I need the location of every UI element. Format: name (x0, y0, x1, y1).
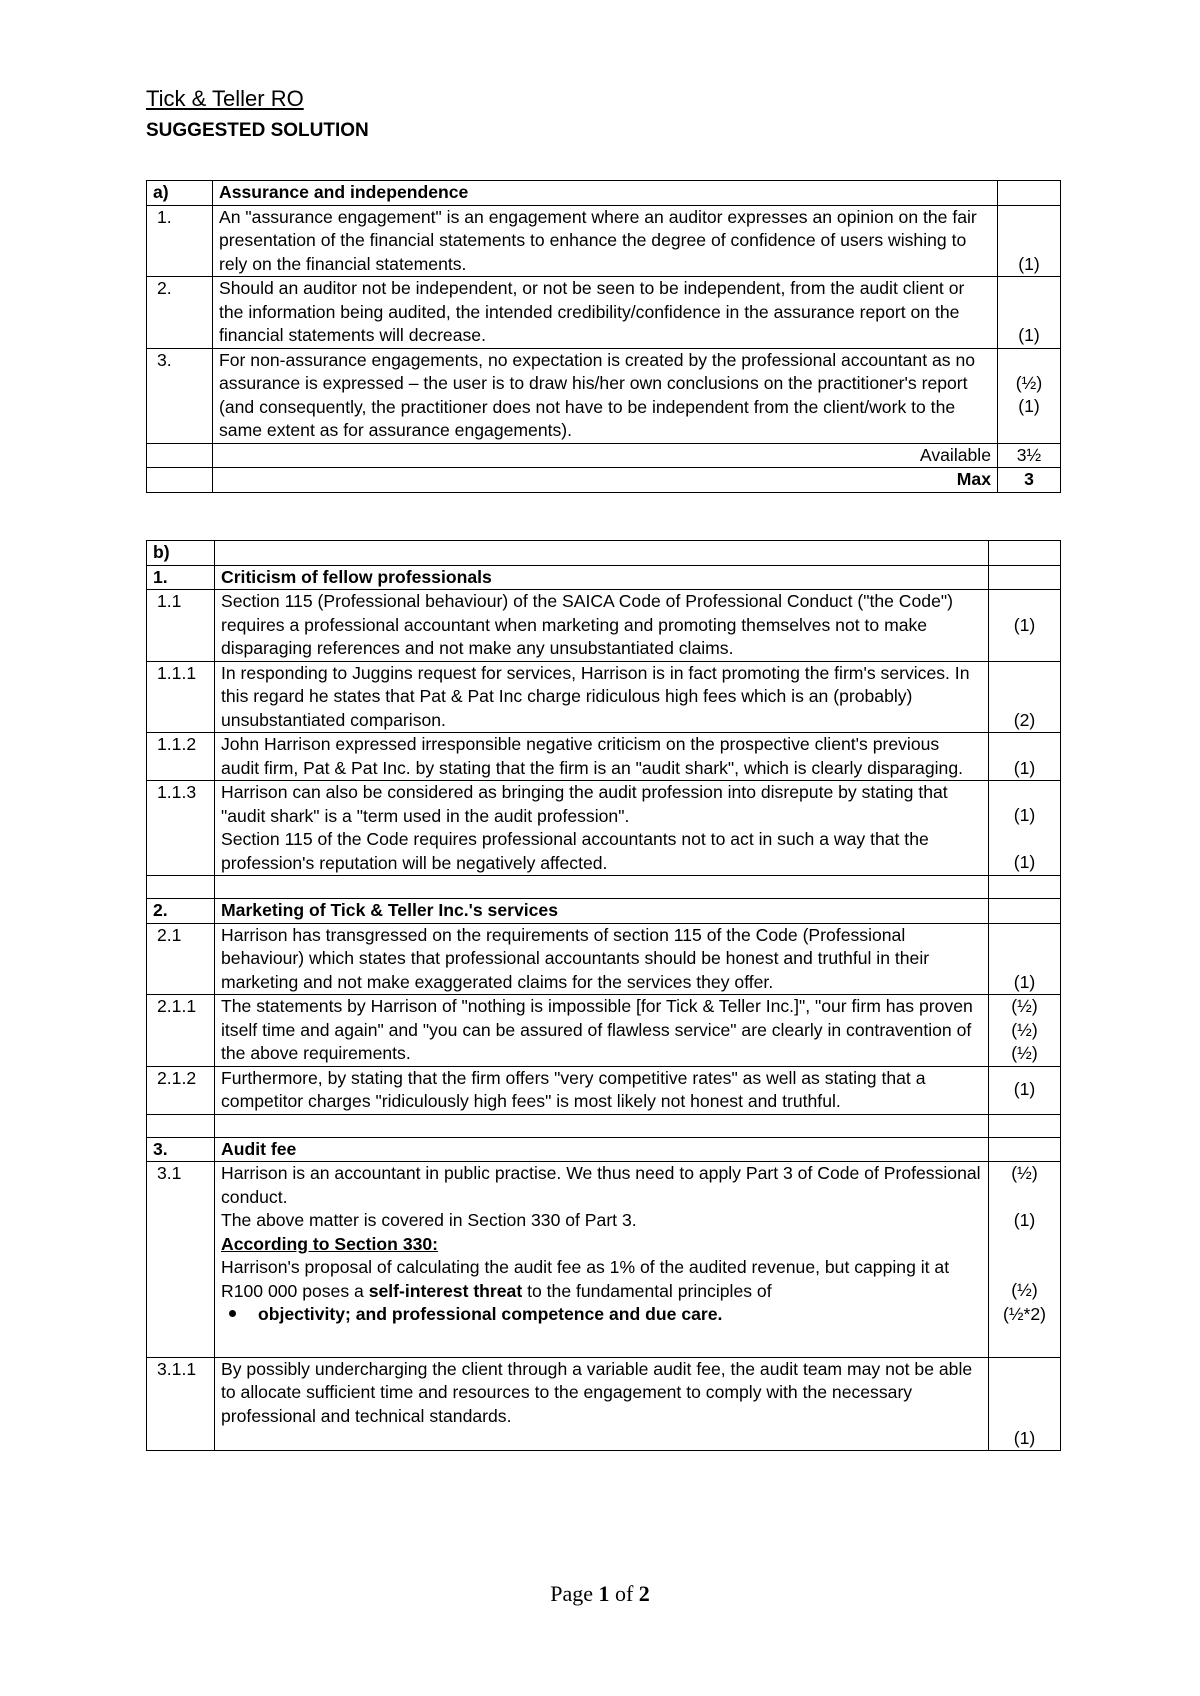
row-text: The statements by Harrison of "nothing is impossible [for Tick & Teller Inc.]", "our firm has proven itself time and again" and "you can be assured of flawless service" are clearly in contravention of the above requirements. (215, 995, 989, 1067)
row-mark-cell (989, 781, 1061, 876)
table-row (147, 590, 1061, 662)
page-footer (0, 1581, 1200, 1607)
section-b-label: b) (147, 541, 215, 566)
row-mark: (1) (989, 1066, 1061, 1114)
row-number: 1.1.1 (147, 661, 215, 733)
table-row (147, 661, 1061, 733)
row-mark: (1) (1018, 396, 1040, 416)
table-row (147, 443, 1061, 468)
table-row (147, 541, 1061, 566)
table-row (147, 565, 1061, 590)
row-text: Harrison has transgressed on the requirements of section 115 of the Code (Professional behaviour) which states that professional accountants should be honest and truthful in their marketing and not make exaggerated claims for the services they offer. (215, 923, 989, 995)
row-number: 1.1 (147, 590, 215, 662)
part-number: 1. (147, 565, 215, 590)
row-text: By possibly undercharging the client through a variable audit fee, the audit team may not be able to allocate sufficient time and resources to the engagement to comply with the necessary professional and technical standards. (215, 1357, 989, 1451)
row-mark: (½) (1011, 996, 1038, 1016)
table-row (147, 876, 1061, 899)
bullet-text: objectivity; and professional competence and due care. (258, 1304, 723, 1324)
row-text: Harrison is an accountant in public practise. We thus need to apply Part 3 of Code of Professional conduct. (221, 1163, 981, 1207)
section-a-heading: Assurance and independence (213, 181, 998, 206)
table-row (147, 781, 1061, 876)
row-number: 3. (147, 348, 213, 443)
row-mark: (1) (998, 205, 1061, 277)
row-mark: (1) (989, 923, 1061, 995)
row-mark: (1) (1013, 805, 1036, 825)
row-text-cell (215, 1162, 989, 1358)
row-mark: (1) (1013, 851, 1036, 872)
row-mark: (½) (1011, 1280, 1038, 1300)
row-number: 2.1 (147, 923, 215, 995)
row-mark: (1) (989, 1357, 1061, 1451)
table-row (147, 277, 1061, 349)
table-row (147, 1357, 1061, 1451)
row-mark-cell (998, 348, 1061, 443)
section-a-table (146, 180, 1061, 493)
row-number: 2. (147, 277, 213, 349)
table-row (147, 1137, 1061, 1162)
table-row (147, 348, 1061, 443)
section-reference-heading: According to Section 330: (221, 1233, 439, 1254)
row-number: 1.1.3 (147, 781, 215, 876)
part-heading: Audit fee (215, 1137, 989, 1162)
row-mark: (1) (998, 277, 1061, 349)
page-word: Page (550, 1581, 593, 1606)
row-text: In responding to Juggins request for services, Harrison is in fact promoting the firm's services. In this regard he states that Pat & Pat Inc charge ridiculous high fees which is an (probably) unsubstantiated comparison. (215, 661, 989, 733)
page-number: 1 (598, 1581, 610, 1606)
row-number: 3.1.1 (147, 1357, 215, 1451)
row-mark-cell (989, 1162, 1061, 1358)
row-mark: (½) (1011, 1163, 1038, 1183)
row-text-emphasis: self-interest threat (368, 1280, 523, 1301)
table-row (147, 1066, 1061, 1114)
row-mark: (½) (1011, 1019, 1038, 1040)
row-text: An "assurance engagement" is an engagement where an auditor expresses an opinion on the fair presentation of the financial statements to enhance the degree of confidence of users wishing to rely on the financial statements. (213, 205, 998, 277)
row-number: 2.1.2 (147, 1066, 215, 1114)
row-text: Should an auditor not be independent, or not be seen to be independent, from the audit client or the information being audited, the intended credibility/confidence in the assurance report on the financial statements will decrease. (213, 277, 998, 349)
table-row (147, 1114, 1061, 1137)
part-number: 3. (147, 1137, 215, 1162)
row-text: Harrison's proposal of calculating the audit fee as 1% of the audited revenue, but capping it at R100 000 poses a (221, 1257, 950, 1301)
row-mark: (½*2) (1002, 1303, 1047, 1324)
table-row (147, 468, 1061, 493)
row-text: Harrison can also be considered as bringing the audit profession into disrepute by stating that "audit shark" is a "term used in the audit profession". (221, 782, 948, 826)
row-text: The above matter is covered in Section 330 of Part 3. (221, 1210, 637, 1230)
row-number: 1.1.2 (147, 733, 215, 781)
row-text: Section 115 (Professional behaviour) of the SAICA Code of Professional Conduct ("the Code") requires a professional accountant when marketing and promoting themselves not to make disparaging references and not make any unsubstantiated claims. (215, 590, 989, 662)
row-mark: (2) (989, 661, 1061, 733)
bullet-item (221, 1303, 982, 1327)
row-mark: (½) (1015, 372, 1043, 393)
row-mark: (1) (989, 590, 1061, 662)
row-mark: (1) (1013, 1209, 1036, 1230)
row-text-cell (215, 781, 989, 876)
table-row (147, 923, 1061, 995)
row-text: For non-assurance engagements, no expectation is created by the professional accountant as no assurance is expressed – the user is to draw his/her own conclusions on the practitioner's report (and consequently, the practitioner does not have to be independent from the client/work to the same extent as for assurance engagements). (213, 348, 998, 443)
table-row (147, 1162, 1061, 1358)
table-row (147, 899, 1061, 924)
row-number: 2.1.1 (147, 995, 215, 1067)
section-a-label: a) (147, 181, 213, 206)
table-row (147, 995, 1061, 1067)
row-number: 3.1 (147, 1162, 215, 1358)
table-row (147, 181, 1061, 206)
row-number: 1. (147, 205, 213, 277)
row-mark: (½) (1011, 1043, 1038, 1063)
max-value: 3 (998, 468, 1061, 493)
max-label: Max (213, 468, 998, 493)
row-mark-cell (989, 995, 1061, 1067)
available-label: Available (213, 443, 998, 468)
available-value: 3½ (998, 443, 1061, 468)
row-text: John Harrison expressed irresponsible negative criticism on the prospective client's previous audit firm, Pat & Pat Inc. by stating that the firm is an "audit shark", which is clearly disparaging. (215, 733, 989, 781)
page-total: 2 (638, 1581, 650, 1606)
bullet-icon (229, 1310, 236, 1317)
part-number: 2. (147, 899, 215, 924)
section-b-table (146, 540, 1061, 1451)
part-heading: Criticism of fellow professionals (215, 565, 989, 590)
of-word: of (614, 1581, 634, 1606)
row-text: to the fundamental principles of (522, 1280, 772, 1301)
document-subtitle: SUGGESTED SOLUTION (146, 120, 369, 141)
table-row (147, 733, 1061, 781)
table-row (147, 205, 1061, 277)
document-title: Tick & Teller RO (146, 86, 304, 111)
row-text: Section 115 of the Code requires professional accountants not to act in such a way that the profession's reputation will be negatively affected. (221, 829, 929, 873)
row-mark: (1) (989, 733, 1061, 781)
row-text-paragraph (221, 1256, 982, 1303)
part-heading: Marketing of Tick & Teller Inc.'s services (215, 899, 989, 924)
row-text: Furthermore, by stating that the firm offers "very competitive rates" as well as stating that a competitor charges "ridiculously high fees" is most likely not honest and truthful. (215, 1066, 989, 1114)
